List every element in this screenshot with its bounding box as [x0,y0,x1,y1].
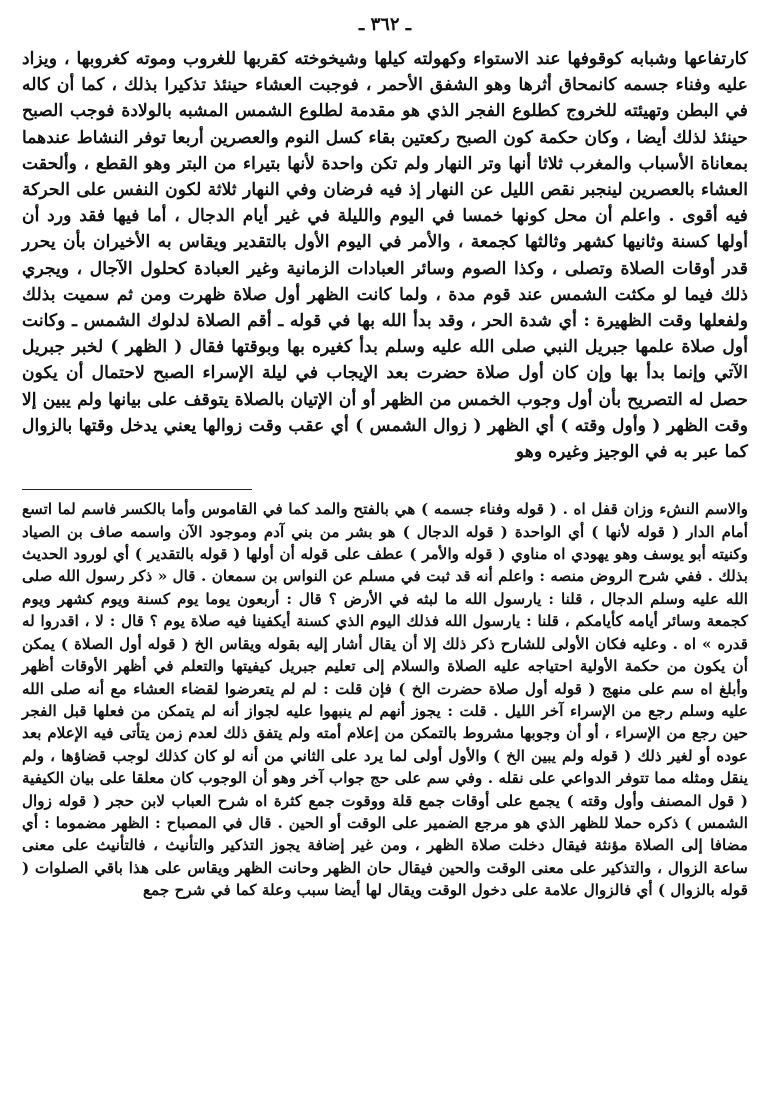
main-text-block [22,46,748,465]
book-page [22,10,748,1090]
footnote-separator [22,489,252,490]
footnote-paragraph: والاسم النشء وزان قفل اه . ( قوله وفناء جسمه ) هي بالفتح والمد كما في القاموس وأما بالكسر فاسم لما اتسع أمام الدار ( قوله لأنها ) أي الواحدة ( قوله الدجال ) هو بشر من بني آدم وموجود الآن واسمه صاف بن الصياد وكنيته أبو يوسف وهو يهودي اه مناوي ( قوله والأمر ) عطف على قوله أن أولها ( قوله بالتقدير ) أي لورود الحديث بذلك . ففي شرح الروض منصه : واعلم أنه قد ثبت في مسلم عن النواس بن سمعان . قال « ذكر رسول الله صلى الله عليه وسلم الدجال ، قلنا : يارسول الله ما لبثه في الأرض ؟ قال : أربعون يوما يوم كسنة ويوم كشهر ويوم كجمعة وسائر أيامه كأيامكم ، قلنا : يارسول الله فذلك اليوم الذي كسنة أيكفينا فيه صلاة يوم ؟ قال : لا ، اقدروا له قدره » اه . وعليه فكان الأولى للشارح ذكر ذلك إلا أن يقال أشار إليه بقوله ويقاس الخ ( قوله أول الصلاة ) يمكن أن يكون من حكمة الأولية احتياجه عليه الصلاة والسلام إلى تعليم جبريل كيفيتها والتعلم في أظهر الأوقات أظهر وأبلغ اه سم على منهج ( قوله أول صلاة حضرت الخ ) فإن قلت : لم لم يتعرضوا لقضاء العشاء مع أنه صلى الله عليه وسلم رجع من الإسراء آخر الليل . قلت : يجوز أنهم لم ينبهوا عليه لجواز أنه لم يتمكن من فعلها قبل الفجر حين رجع من الإسراء ، أو أن وجوبها مشروط بالتمكن من إعلام أمته ولم يتفق ذلك لعدم زمن يتأتى فيه الإعلام بعد عوده أو لغير ذلك ( قوله ولم يبين الخ ) والأول أولى لما يرد على الثاني من أنه لو كان كذلك لوجب قضاؤها ، ولم ينقل ومثله مما تتوفر الدواعي على نقله . وفي سم على حج جواب آخر وهو أن الوجوب كان معلقا على بيان الكيفية ( قول المصنف وأول وقته ) يجمع على أوقات جمع قلة ووقوت جمع كثرة اه شرح العباب لابن حجر ( قوله زوال الشمس ) ذكره حملا للظهر الذي هو مرجع الضمير على الوقت أو الحين . قال في المصباح : الظهر مضموما : أي مضافا إلى الصلاة مؤنثة فيقال دخلت صلاة الظهر ، ومن غير إضافة يجوز التذكير والتأنيث ، فالتأنيث على معنى ساعة الزوال ، والتذكير على معنى الوقت والحين فيقال حان الظهر وحانت الظهر ويقاس على هذا باقي الصلوات ( قوله بالزوال ) أي فالزوال علامة على دخول الوقت ويقال لها أيضا سبب وعلة كما في شرح جمع [22,500,748,900]
footnote-block [22,498,748,901]
page-number: ـ ٣٦٢ ـ [358,14,412,35]
main-text-paragraph: كارتفاعها وشبابه كوقوفها عند الاستواء وكهولته كيلها وشيخوخته كقربها للغروب وموته كغروبها ، ويزاد عليه وفناء جسمه كانمحاق أثرها وهو الشفق الأحمر ، فوجبت العشاء حينئذ تذكيرا بذلك ، كما أن كاله في البطن وتهيئته للخروج كطلوع الفجر الذي هو مقدمة لطلوع الشمس المشبه بالولادة فوجب الصبح حينئذ لذلك أيضا ، وكان حكمة كون الصبح ركعتين بقاء كسل النوم والعصرين أربعا توفر النشاط عندهما بمعاناة الأسباب والمغرب ثلاثا أنها وتر النهار ولم تكن واحدة لأنها بتيراء من البتر وهو القطع ، وألحقت العشاء بالعصرين لينجبر نقص الليل عن النهار إذ فيه فرضان وفي النهار ثلاثة لكون النفس على الحركة فيه أقوى . واعلم أن محل كونها خمسا في اليوم والليلة في غير أيام الدجال ، أما فيها فقد ورد أن أولها كسنة وثانيها كشهر وثالثها كجمعة ، والأمر في اليوم الأول بالتقدير ويقاس به الأخيران بأن يحرر قدر أوقات الصلاة وتصلى ، وكذا الصوم وسائر العبادات الزمانية وغير العبادة كحلول الآجال ، ويجري ذلك فيما لو مكثت الشمس عند قوم مدة ، ولما كانت الظهر أول صلاة ظهرت ومن ثم سميت بذلك ولفعلها وقت الظهيرة : أي شدة الحر ، وقد بدأ الله بها في قوله ـ أقم الصلاة لدلوك الشمس ـ وكانت أول صلاة علمها جبريل النبي صلى الله عليه وسلم بدأ كغيره بها وبوقتها فقال ( الظهر ) لخبر جبريل الآتي وإنما بدأ بها وإن كان أول صلاة حضرت بعد الإيجاب في ليلة الإسراء الصبح لاحتمال أن يكون حصل له التصريح بأن أول وجوب الخمس من الظهر أو أن الإتيان بالصلاة يتوقف على بيانها ولم يبين إلا وقت الظهر ( وأول وقته ) أي الظهر ( زوال الشمس ) أي عقب وقت زوالها يعني يدخل وقتها بالزوال كما عبر به في الوجيز وغيره وهو [22,49,748,463]
